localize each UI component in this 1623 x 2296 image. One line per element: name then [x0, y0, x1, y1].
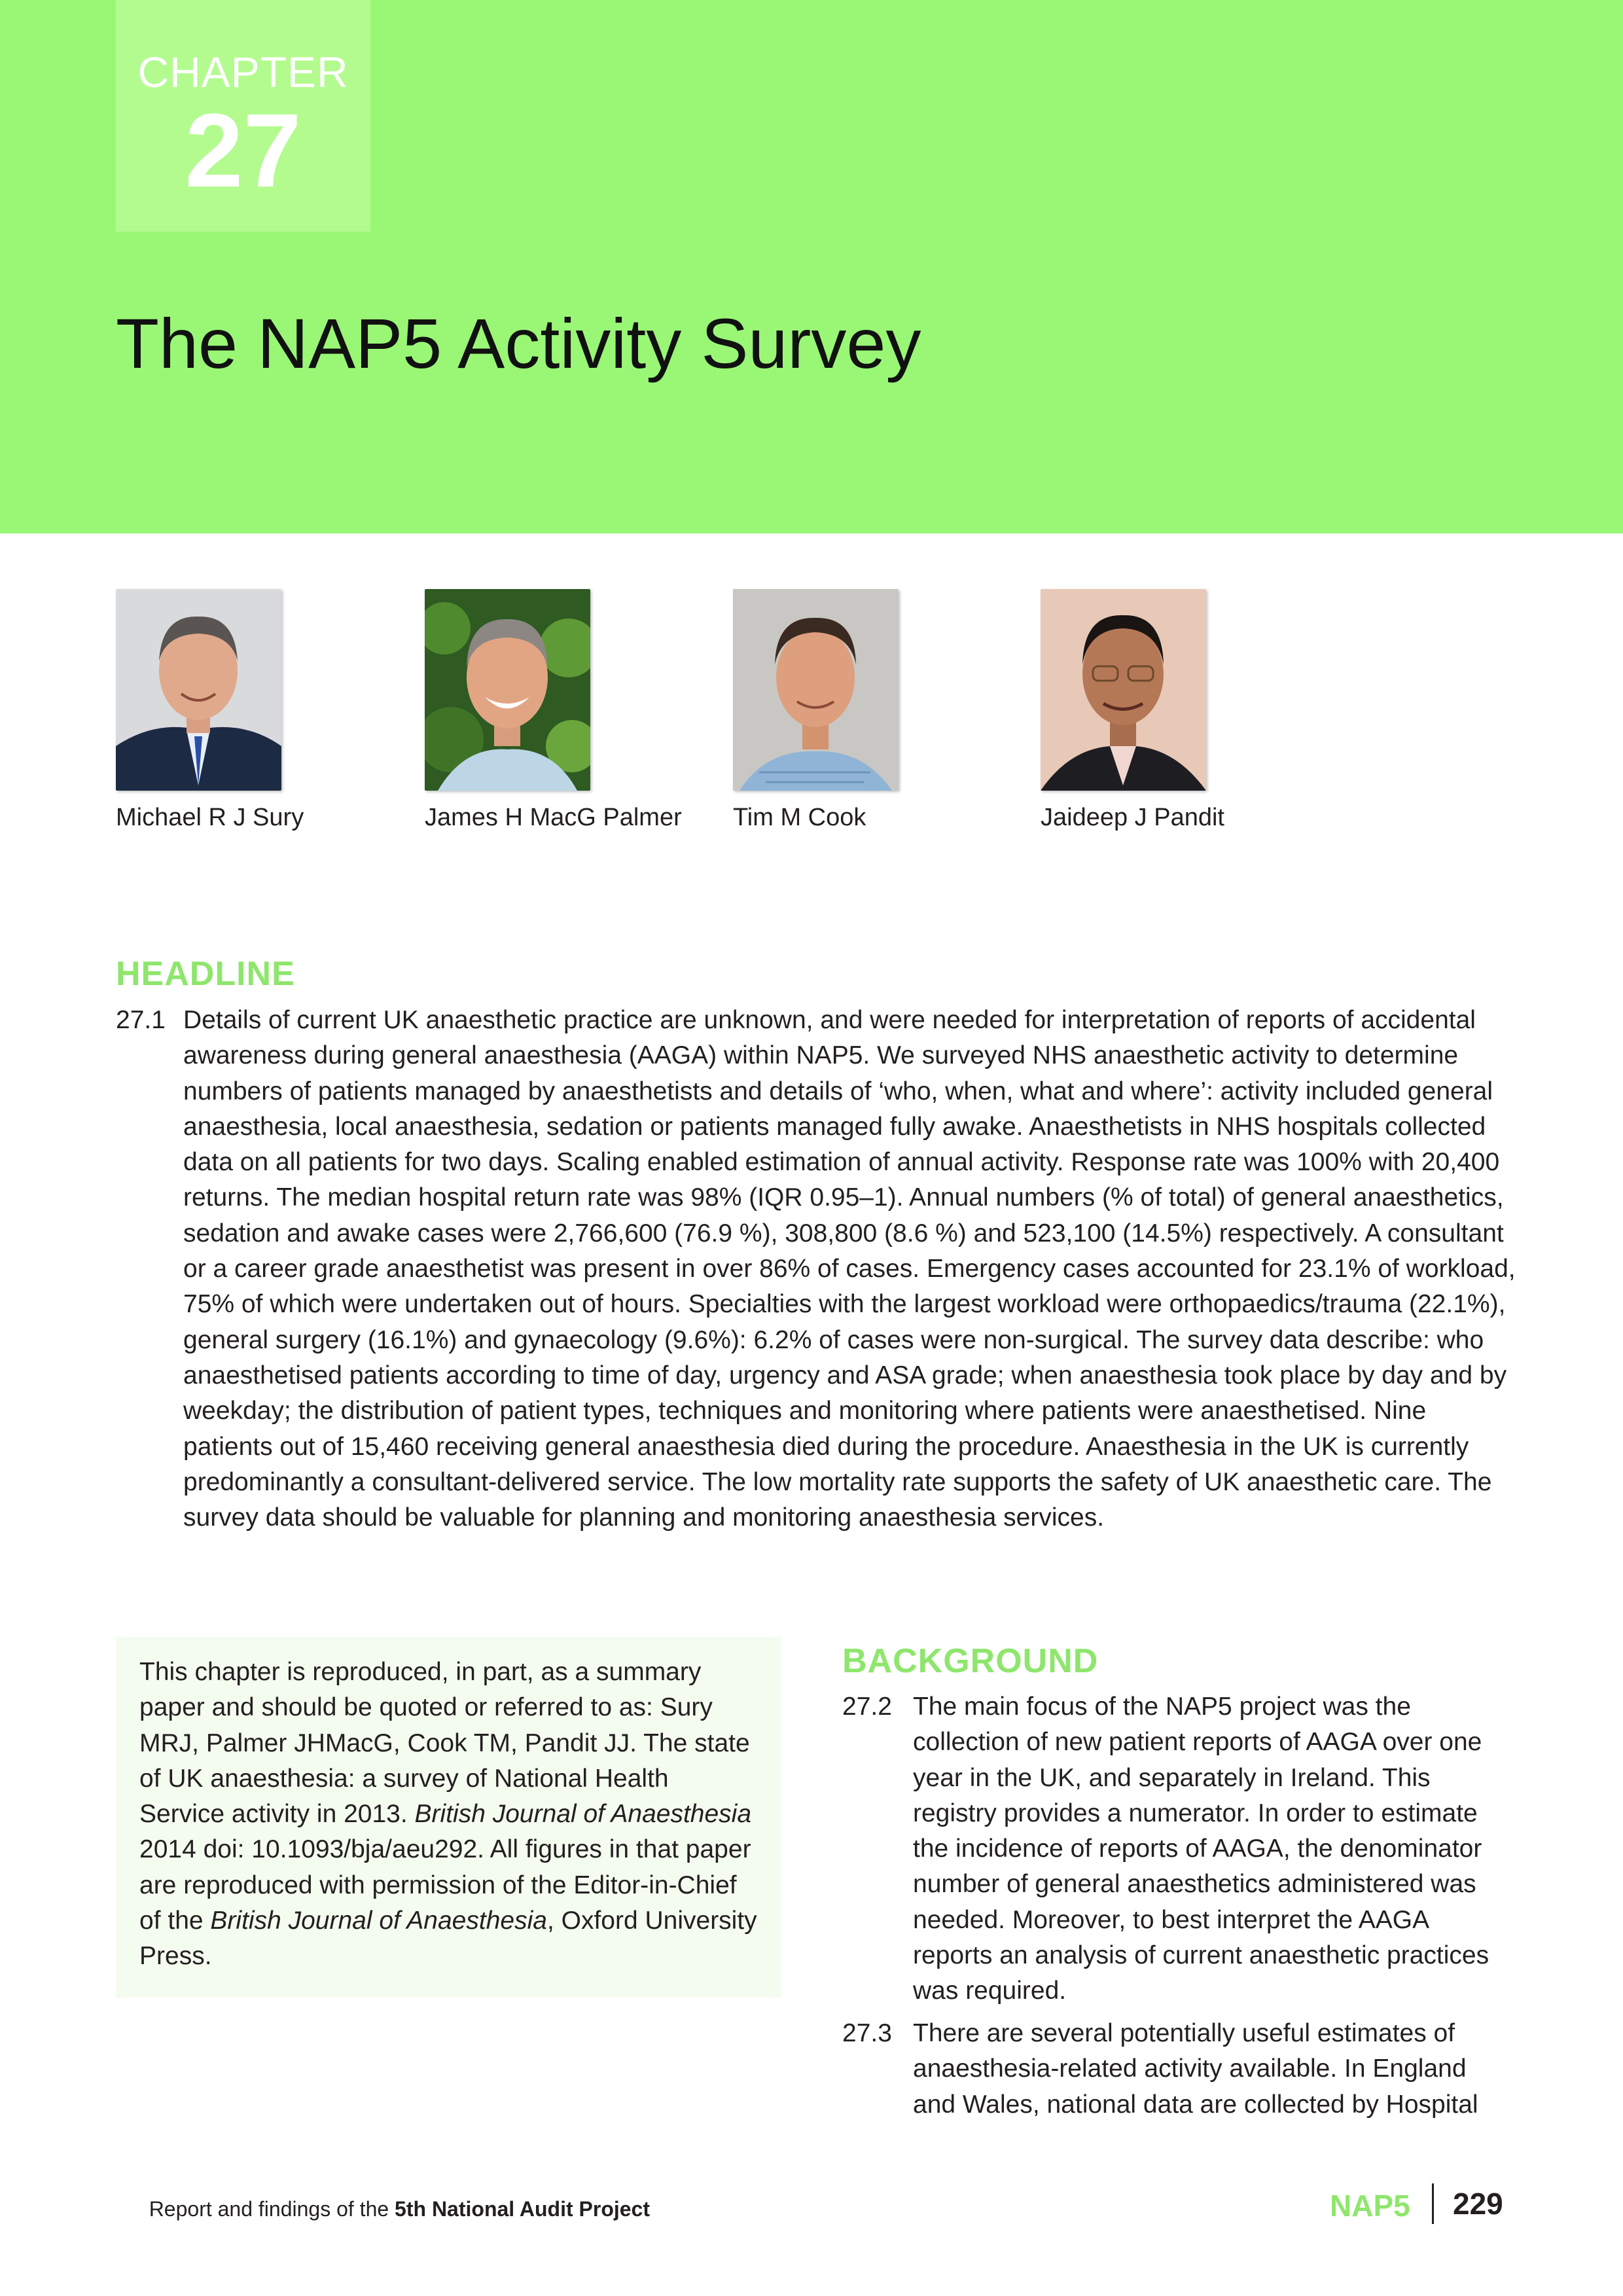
author-photo: [1041, 589, 1206, 791]
citation-journal: British Journal of Anaesthesia: [414, 1800, 752, 1829]
author-card: [1041, 589, 1315, 832]
footer-brand: NAP5: [1330, 2189, 1410, 2223]
citation-text: 2014 doi: 10.1093/bja/aeu292. All figures in that paper are reproduced with permission of the Editor-in-Chief of the: [139, 1835, 751, 1935]
background-heading: BACKGROUND: [842, 1642, 1099, 1680]
chapter-number: 27: [185, 92, 302, 209]
paragraph-number: 27.1: [116, 1006, 166, 1034]
background-paragraph: [842, 1689, 1507, 2009]
headline-heading: HEADLINE: [116, 955, 295, 993]
author-name: James H MacG Palmer: [425, 804, 682, 831]
citation-text: , Oxford University Press.: [139, 1907, 757, 1971]
chapter-label: CHAPTER: [137, 48, 349, 96]
paragraph-text: The main focus of the NAP5 project was the collection of new patient reports of AAGA over one year in the UK, and separately in Ireland. This registry provides a numerator. In order to estimate the incidence of reports of AAGA, the denominator number of general anaesthetics administered was needed. Moreover, to best interpret the AAGA reports an analysis of current anaesthetic practices was required.: [913, 1693, 1489, 2005]
footer-text: [149, 2197, 650, 2221]
chapter-box: [116, 0, 370, 232]
paragraph-number: 27.3: [842, 2019, 892, 2047]
footer-prefix: Report and findings of the: [149, 2197, 395, 2221]
author-photo: [733, 589, 899, 791]
author-card: [733, 589, 1008, 832]
author-card: [425, 589, 700, 832]
author-name: Jaideep J Pandit: [1041, 804, 1224, 831]
page-number: 229: [1453, 2187, 1503, 2221]
citation-box: [116, 1637, 781, 1998]
paragraph-text: Details of current UK anaesthetic practice are unknown, and were needed for interpretation of reports of accidental awareness during general anaesthesia (AAGA) within NAP5. We surveyed NHS anaesthetic activity to determine numbers of patients managed by anaesthetists and details of ‘who, when, what and where’: activity included general anaesthesia, local anaesthesia, sedation or patients managed fully awake. Anaesthetists in NHS hospitals collected data on all patients for two days. Scaling enabled estimation of annual activity. Response rate was 100% with 20,400 returns. The median hospital return rate was 98% (IQR 0.95–1). Annual numbers (% of total) of general anaesthetics, sedation and awake cases were 2,766,600 (76.9 %), 308,800 (8.6 %) and 523,100 (14.5%) respectively. A consultant or a career grade anaesthetist was present in over 86% of cases. Emergency cases accounted for 23.1% of workload, 75% of which were undertaken out of hours. Specialties with the largest workload were orthopaedics/trauma (22.1%), general surgery (16.1%) and gynaecology (9.6%): 6.2% of cases were non-surgical. The survey data describe: who anaesthetised patients according to time of day, urgency and ASA grade; when anaesthesia took place by day and by weekday; the distribution of patient types, techniques and monitoring where patients were anaesthetised. Nine patients out of 15,460 receiving general anaesthesia died during the procedure. Anaesthesia in the UK is currently predominantly a consultant-delivered service. The low mortality rate supports the safety of UK anaesthetic care. The survey data should be valuable for planning and monitoring anaesthesia services.: [183, 1006, 1516, 1532]
background-paragraph: [842, 2016, 1507, 2123]
paragraph-text: There are several potentially useful estimates of anaesthesia-related activity available. In England and Wales, national data are collected by Hospital: [913, 2019, 1478, 2119]
author-photo: [116, 589, 281, 791]
author-photo: [425, 589, 590, 791]
headline-paragraph: [116, 1003, 1516, 1535]
page-title: The NAP5 Activity Survey: [116, 304, 921, 383]
footer-project: 5th National Audit Project: [395, 2197, 650, 2221]
author-name: Tim M Cook: [733, 804, 866, 831]
author-name: Michael R J Sury: [116, 804, 304, 831]
citation-journal: British Journal of Anaesthesia: [210, 1907, 547, 1935]
citation-text: This chapter is reproduced, in part, as a summary paper and should be quoted or referred to as: Sury MRJ, Palmer JHMacG, Cook TM, Pandit JJ. The state of UK anaesthesia: a survey of National Health Service activity in 2013.: [139, 1658, 750, 1829]
author-card: [116, 589, 391, 832]
paragraph-number: 27.2: [842, 1693, 892, 1721]
footer-divider: [1432, 2183, 1434, 2224]
